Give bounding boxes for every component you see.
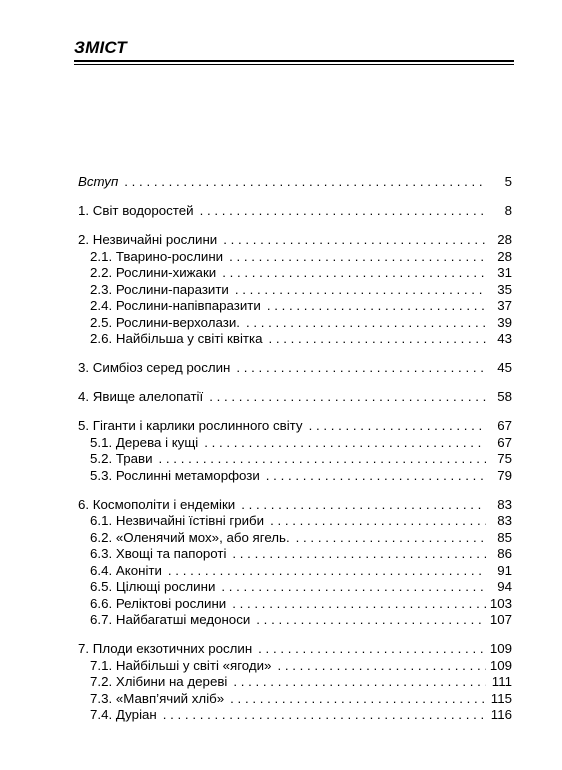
- toc-page-number: 28: [497, 232, 512, 247]
- toc-page-number: 94: [497, 579, 512, 594]
- toc-page-number: 67: [497, 418, 512, 433]
- toc-page-number: 109: [489, 657, 512, 673]
- toc-entry-label: 4. Явище алелопатії: [78, 389, 204, 404]
- toc-subentry[interactable]: [78, 707, 512, 724]
- toc-leader-dots: [229, 249, 486, 266]
- toc-entry-label: 2.2. Рослини-хижаки: [90, 265, 217, 280]
- toc-entry-label: 6. Космополіти і ендеміки: [78, 496, 236, 512]
- page-title: ЗМІСТ: [74, 38, 127, 57]
- toc-leader-dots: [296, 530, 486, 547]
- toc-entry-label: Вступ: [78, 174, 119, 189]
- toc-page-number: 58: [497, 389, 512, 404]
- toc-leader-dots: [230, 691, 486, 708]
- toc-subentry[interactable]: [78, 435, 512, 452]
- toc-entry[interactable]: [78, 497, 512, 514]
- toc-subentry[interactable]: [78, 315, 512, 332]
- toc-page-number: 107: [489, 612, 512, 627]
- toc-leader-dots: [204, 435, 486, 452]
- toc-subentry[interactable]: [78, 249, 512, 266]
- toc-entry[interactable]: [78, 203, 512, 220]
- toc-entry[interactable]: [78, 232, 512, 249]
- toc-leader-dots: [246, 315, 486, 332]
- toc-leader-dots: [163, 707, 486, 724]
- toc-subentry[interactable]: [78, 530, 512, 547]
- toc-page-number: 75: [497, 451, 512, 466]
- toc-page-number: 86: [497, 546, 512, 561]
- toc-entry-label: 7. Плоди екзотичних рослин: [78, 641, 253, 656]
- toc-subentry[interactable]: [78, 674, 512, 691]
- toc-subentry[interactable]: [78, 298, 512, 315]
- toc-subentry[interactable]: [78, 658, 512, 675]
- toc-entry-label: 2.3. Рослини-паразити: [90, 281, 229, 297]
- toc-entry-label: 5. Гіганти і карлики рослинного світу: [78, 418, 303, 433]
- toc-leader-dots: [168, 563, 486, 580]
- toc-page-number: 79: [497, 467, 512, 483]
- toc-entry-label: 6.5. Цілющі рослини: [90, 579, 216, 594]
- toc-subentry[interactable]: [78, 265, 512, 282]
- toc-leader-dots: [124, 174, 486, 191]
- toc-page-number: 103: [489, 595, 512, 611]
- toc-leader-dots: [269, 331, 487, 348]
- toc-subentry[interactable]: [78, 468, 512, 485]
- toc-entry[interactable]: [78, 641, 512, 658]
- toc-page-number: 37: [497, 298, 512, 313]
- toc-page-number: 83: [497, 513, 512, 528]
- toc-entry-label: 6.6. Реліктові рослини: [90, 595, 227, 611]
- toc-leader-dots: [221, 579, 486, 596]
- toc-page-number: 39: [497, 314, 512, 330]
- toc-page-number: 91: [497, 562, 512, 578]
- toc-page-number: 31: [497, 265, 512, 280]
- toc-leader-dots: [270, 513, 486, 530]
- toc-page-number: 45: [497, 360, 512, 375]
- toc-leader-dots: [232, 546, 486, 563]
- toc-subentry[interactable]: [78, 596, 512, 613]
- toc-subentry[interactable]: [78, 513, 512, 530]
- toc-entry-label: 5.1. Дерева і кущі: [90, 434, 199, 450]
- toc-leader-dots: [200, 203, 486, 220]
- toc-leader-dots: [235, 282, 486, 299]
- toc-entry-label: 5.3. Рослинні метаморфози: [90, 467, 260, 483]
- toc-page-number: 83: [497, 496, 512, 512]
- toc-entry-label: 6.3. Хвощі та папороті: [90, 546, 227, 561]
- toc-entry-label: 6.7. Найбагатші медоноси: [90, 612, 251, 627]
- toc-leader-dots: [309, 418, 486, 435]
- toc-subentry[interactable]: [78, 546, 512, 563]
- toc-entry-label: 3. Симбіоз серед рослин: [78, 360, 231, 375]
- toc-leader-dots: [209, 389, 486, 406]
- toc-entry-label: 2.1. Тварино-рослини: [90, 248, 224, 264]
- toc-page-number: 28: [497, 248, 512, 264]
- toc-leader-dots: [159, 451, 486, 468]
- toc-leader-dots: [258, 641, 486, 658]
- toc-entry-label: 2.6. Найбільша у світі квітка: [90, 331, 263, 346]
- toc-leader-dots: [223, 232, 486, 249]
- toc-page-number: 43: [497, 331, 512, 346]
- toc-page-number: 111: [491, 674, 512, 689]
- toc-page-number: 115: [490, 690, 512, 706]
- toc-entry-label: 2.5. Рослини-верхолази.: [90, 314, 240, 330]
- toc-leader-dots: [266, 468, 486, 485]
- toc-entry[interactable]: [78, 360, 512, 377]
- toc-subentry[interactable]: [78, 691, 512, 708]
- toc-page-number: 67: [497, 434, 512, 450]
- toc-leader-dots: [256, 612, 486, 629]
- toc-entry-label: 6.1. Незвичайні їстівні гриби: [90, 513, 265, 528]
- toc-entry[interactable]: [78, 418, 512, 435]
- toc-page-number: 8: [504, 203, 512, 218]
- toc-subentry[interactable]: [78, 451, 512, 468]
- toc-entry-label: 2.4. Рослини-напівпаразити: [90, 298, 261, 313]
- toc-page-number: 35: [497, 281, 512, 297]
- toc-entry[interactable]: [78, 389, 512, 406]
- toc-subentry[interactable]: [78, 331, 512, 348]
- toc-leader-dots: [233, 674, 486, 691]
- toc-leader-dots: [277, 658, 485, 675]
- toc-page-number: 85: [497, 529, 512, 545]
- toc-entry-label: 2. Незвичайні рослини: [78, 232, 218, 247]
- toc-subentry[interactable]: [78, 612, 512, 629]
- toc-leader-dots: [222, 265, 486, 282]
- toc-subentry[interactable]: [78, 563, 512, 580]
- toc-entry-label: 6.2. «Оленячий мох», або ягель.: [90, 529, 290, 545]
- toc-entry-label: 7.1. Найбільші у світі «ягоди»: [90, 657, 272, 673]
- toc-entry-label: 7.3. «Мавп’ячий хліб»: [90, 690, 225, 706]
- toc-subentry[interactable]: [78, 282, 512, 299]
- toc-entry-label: 1. Світ водоростей: [78, 203, 194, 218]
- toc-entry-label: 6.4. Аконіти: [90, 562, 162, 578]
- header-rule-thick: [74, 60, 514, 62]
- toc-entry[interactable]: [78, 174, 512, 191]
- toc-entry-label: 7.2. Хлібини на дереві: [90, 674, 228, 689]
- toc-entry-label: 5.2. Трави: [90, 451, 153, 466]
- toc-leader-dots: [267, 298, 486, 315]
- table-of-contents: [78, 174, 512, 724]
- toc-leader-dots: [232, 596, 486, 613]
- toc-page-number: 109: [489, 641, 512, 656]
- toc-leader-dots: [241, 497, 486, 514]
- toc-entry-label: 7.4. Дуріан: [90, 707, 157, 722]
- header-rule-thin: [74, 64, 514, 65]
- toc-leader-dots: [236, 360, 486, 377]
- toc-page-number: 116: [490, 707, 512, 722]
- toc-page-number: 5: [504, 174, 512, 189]
- toc-subentry[interactable]: [78, 579, 512, 596]
